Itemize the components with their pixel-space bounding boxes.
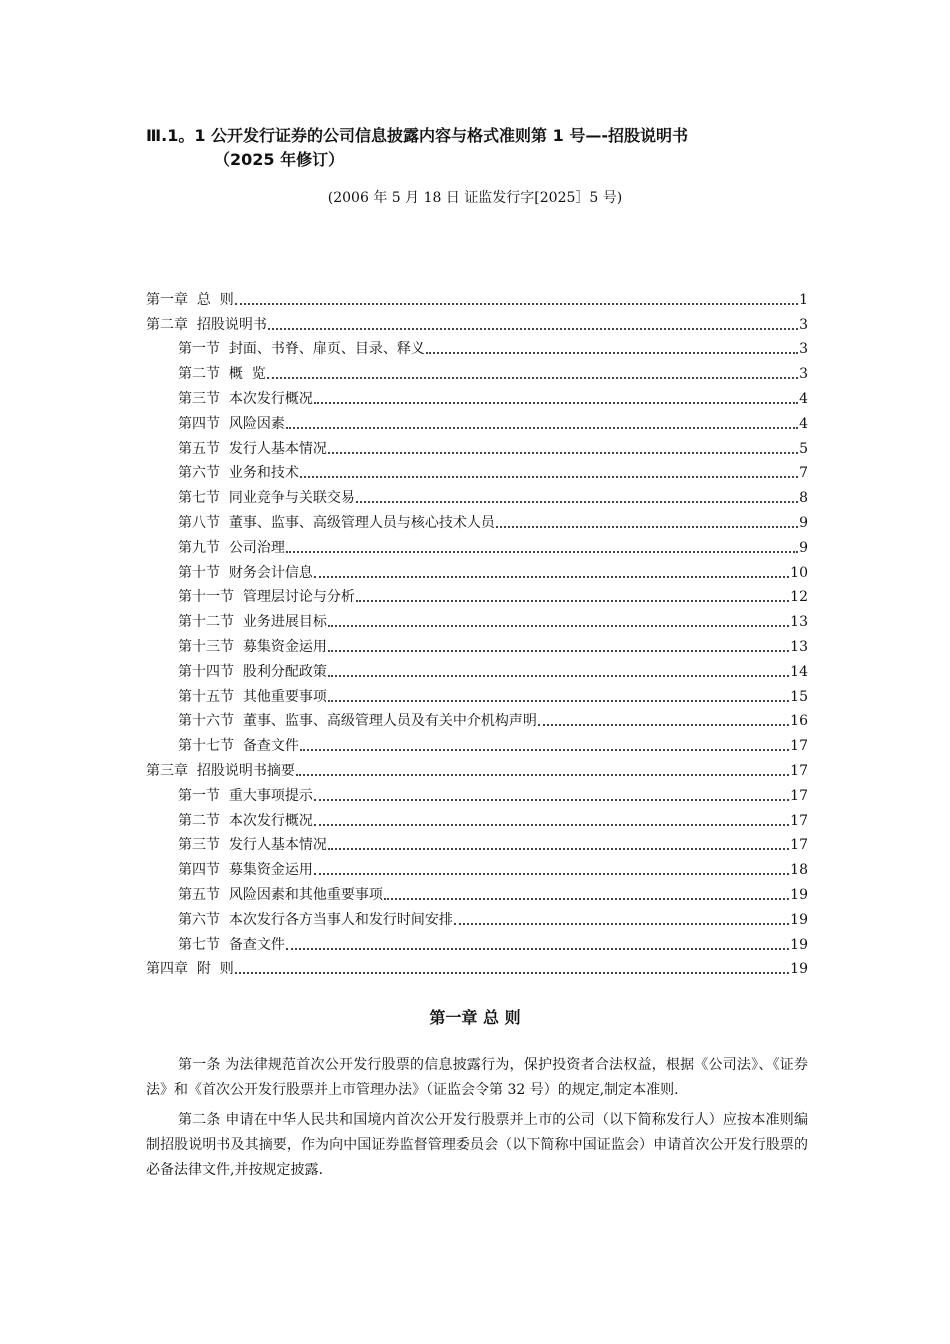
toc-page-number: 9	[799, 514, 808, 531]
toc-entry[interactable]	[146, 532, 808, 557]
toc-entry-label: 第六节 业务和技术	[178, 465, 299, 482]
toc-page-number: 16	[790, 713, 808, 730]
toc-entry-label: 第四章 附 则	[146, 961, 234, 978]
toc-entry[interactable]	[146, 408, 808, 433]
toc-page-number: 5	[799, 440, 808, 457]
toc-page-number: 4	[799, 390, 808, 407]
title-line-1: Ⅲ.1。1 公开发行证券的公司信息披露内容与格式准则第 1 号—-招股说明书	[146, 126, 688, 145]
toc-page-number: 10	[790, 564, 808, 581]
toc-page-number: 13	[790, 638, 808, 655]
article-paragraph: 第二条 申请在中华人民共和国境内首次公开发行股票并上市的公司（以下简称发行人）应按本准则编制招股说明书及其摘要，作为向中国证券监督管理委员会（以下简称中国证监会）申请首次公开发行股票的必备法律文件,并按规定披露.	[146, 1112, 808, 1178]
toc-entry[interactable]	[146, 730, 808, 755]
toc-entry-label: 第二章 招股说明书	[146, 316, 267, 333]
chapter-heading: 第一章 总 则	[429, 1008, 521, 1027]
toc-entry[interactable]	[146, 557, 808, 582]
toc-entry[interactable]	[146, 582, 808, 607]
toc-page-number: 3	[799, 316, 808, 333]
toc-page-number: 19	[790, 961, 808, 978]
toc-entry-label: 第九节 公司治理	[178, 539, 285, 556]
toc-page-number: 4	[799, 415, 808, 432]
toc-entry[interactable]	[146, 755, 808, 780]
toc-page-number: 3	[799, 366, 808, 383]
title-line-2: （2025 年修订）	[214, 150, 345, 169]
toc-page-number: 12	[790, 589, 808, 606]
article-paragraph: 第一条 为法律规范首次公开发行股票的信息披露行为，保护投资者合法权益，根据《公司法》、《证券法》和《首次公开发行股票并上市管理办法》（证监会令第 32 号）的规定,制定本准则.	[146, 1057, 808, 1098]
toc-entry-label: 第一节 封面、书脊、扉页、目录、释义	[178, 341, 425, 358]
toc-leader-dots	[384, 898, 789, 900]
toc-entry-label: 第六节 本次发行各方当事人和发行时间安排	[178, 911, 453, 928]
toc-leader-dots	[328, 452, 798, 454]
toc-entry-label: 第二节 本次发行概况	[178, 812, 313, 829]
toc-entry-label: 第一章 总 则	[146, 291, 234, 308]
toc-leader-dots	[286, 427, 798, 429]
toc-entry[interactable]	[146, 482, 808, 507]
document-subtitle: (2006 年 5 月 18 日 证监发行字[2025］5 号)	[327, 190, 623, 206]
toc-entry[interactable]	[146, 383, 808, 408]
toc-leader-dots	[314, 402, 798, 404]
toc-leader-dots	[300, 476, 798, 478]
toc-leader-dots	[328, 700, 789, 702]
toc-page-number: 17	[790, 812, 808, 829]
toc-entry[interactable]	[146, 433, 808, 458]
toc-entry[interactable]	[146, 706, 808, 731]
toc-page-number: 14	[790, 663, 808, 680]
toc-entry[interactable]	[146, 854, 808, 879]
toc-entry[interactable]	[146, 904, 808, 929]
toc-page-number: 17	[790, 762, 808, 779]
toc-entry[interactable]	[146, 309, 808, 334]
table-of-contents	[146, 284, 808, 978]
toc-entry-label: 第十二节 业务进展目标	[178, 614, 327, 631]
toc-entry-label: 第七节 备查文件	[178, 936, 285, 953]
toc-page-number: 1	[799, 291, 808, 308]
toc-page-number: 9	[799, 539, 808, 556]
toc-leader-dots	[356, 501, 798, 503]
toc-entry-label: 第五节 发行人基本情况	[178, 440, 327, 457]
toc-leader-dots	[286, 551, 798, 553]
toc-leader-dots	[235, 972, 789, 974]
toc-leader-dots	[235, 303, 798, 305]
toc-entry[interactable]	[146, 780, 808, 805]
toc-entry[interactable]	[146, 954, 808, 979]
toc-leader-dots	[496, 526, 798, 528]
toc-entry-label: 第十四节 股利分配政策	[178, 663, 327, 680]
toc-entry-label: 第十六节 董事、监事、高级管理人员及有关中介机构声明	[178, 713, 537, 730]
toc-page-number: 19	[790, 886, 808, 903]
toc-leader-dots	[356, 600, 789, 602]
toc-page-number: 3	[799, 341, 808, 358]
toc-entry-label: 第三节 发行人基本情况	[178, 837, 327, 854]
toc-entry[interactable]	[146, 631, 808, 656]
document-title	[146, 124, 826, 172]
toc-leader-dots	[314, 799, 789, 801]
toc-entry[interactable]	[146, 284, 808, 309]
toc-page-number: 8	[799, 490, 808, 507]
toc-entry-label: 第三节 本次发行概况	[178, 390, 313, 407]
toc-page-number: 18	[790, 862, 808, 879]
toc-entry[interactable]	[146, 358, 808, 383]
toc-leader-dots	[314, 824, 789, 826]
toc-entry-label: 第十一节 管理层讨论与分析	[178, 589, 355, 606]
toc-entry-label: 第四节 募集资金运用	[178, 862, 313, 879]
chapter-body	[146, 1053, 808, 1188]
toc-entry[interactable]	[146, 830, 808, 855]
toc-entry[interactable]	[146, 656, 808, 681]
toc-entry[interactable]	[146, 681, 808, 706]
toc-entry[interactable]	[146, 805, 808, 830]
toc-entry[interactable]	[146, 879, 808, 904]
toc-entry-label: 第十五节 其他重要事项	[178, 688, 327, 705]
toc-leader-dots	[300, 749, 789, 751]
toc-page-number: 13	[790, 614, 808, 631]
toc-leader-dots	[328, 650, 789, 652]
toc-entry-label: 第八节 董事、监事、高级管理人员与核心技术人员	[178, 514, 495, 531]
toc-leader-dots	[328, 848, 789, 850]
toc-entry-label: 第十七节 备查文件	[178, 738, 299, 755]
toc-page-number: 17	[790, 787, 808, 804]
toc-leader-dots	[538, 724, 789, 726]
toc-leader-dots	[286, 948, 789, 950]
toc-entry-label: 第二节 概 览	[178, 366, 266, 383]
toc-leader-dots	[268, 328, 798, 330]
toc-page-number: 19	[790, 911, 808, 928]
toc-entry[interactable]	[146, 458, 808, 483]
toc-page-number: 15	[790, 688, 808, 705]
toc-leader-dots	[314, 576, 789, 578]
toc-leader-dots	[328, 675, 789, 677]
toc-entry[interactable]	[146, 606, 808, 631]
toc-entry-label: 第三章 招股说明书摘要	[146, 762, 295, 779]
toc-page-number: 17	[790, 738, 808, 755]
toc-page-number: 17	[790, 837, 808, 854]
toc-entry-label: 第一节 重大事项提示	[178, 787, 313, 804]
toc-entry[interactable]	[146, 929, 808, 954]
toc-leader-dots	[267, 377, 798, 379]
toc-entry-label: 第十节 财务会计信息	[178, 564, 313, 581]
toc-leader-dots	[314, 873, 789, 875]
toc-entry-label: 第五节 风险因素和其他重要事项	[178, 886, 383, 903]
toc-entry[interactable]	[146, 334, 808, 359]
toc-leader-dots	[454, 923, 789, 925]
toc-entry-label: 第四节 风险因素	[178, 415, 285, 432]
toc-page-number: 7	[799, 465, 808, 482]
toc-entry-label: 第七节 同业竞争与关联交易	[178, 490, 355, 507]
toc-leader-dots	[426, 352, 798, 354]
toc-leader-dots	[328, 625, 789, 627]
toc-entry-label: 第十三节 募集资金运用	[178, 638, 327, 655]
toc-page-number: 19	[790, 936, 808, 953]
toc-leader-dots	[296, 774, 789, 776]
toc-entry[interactable]	[146, 507, 808, 532]
